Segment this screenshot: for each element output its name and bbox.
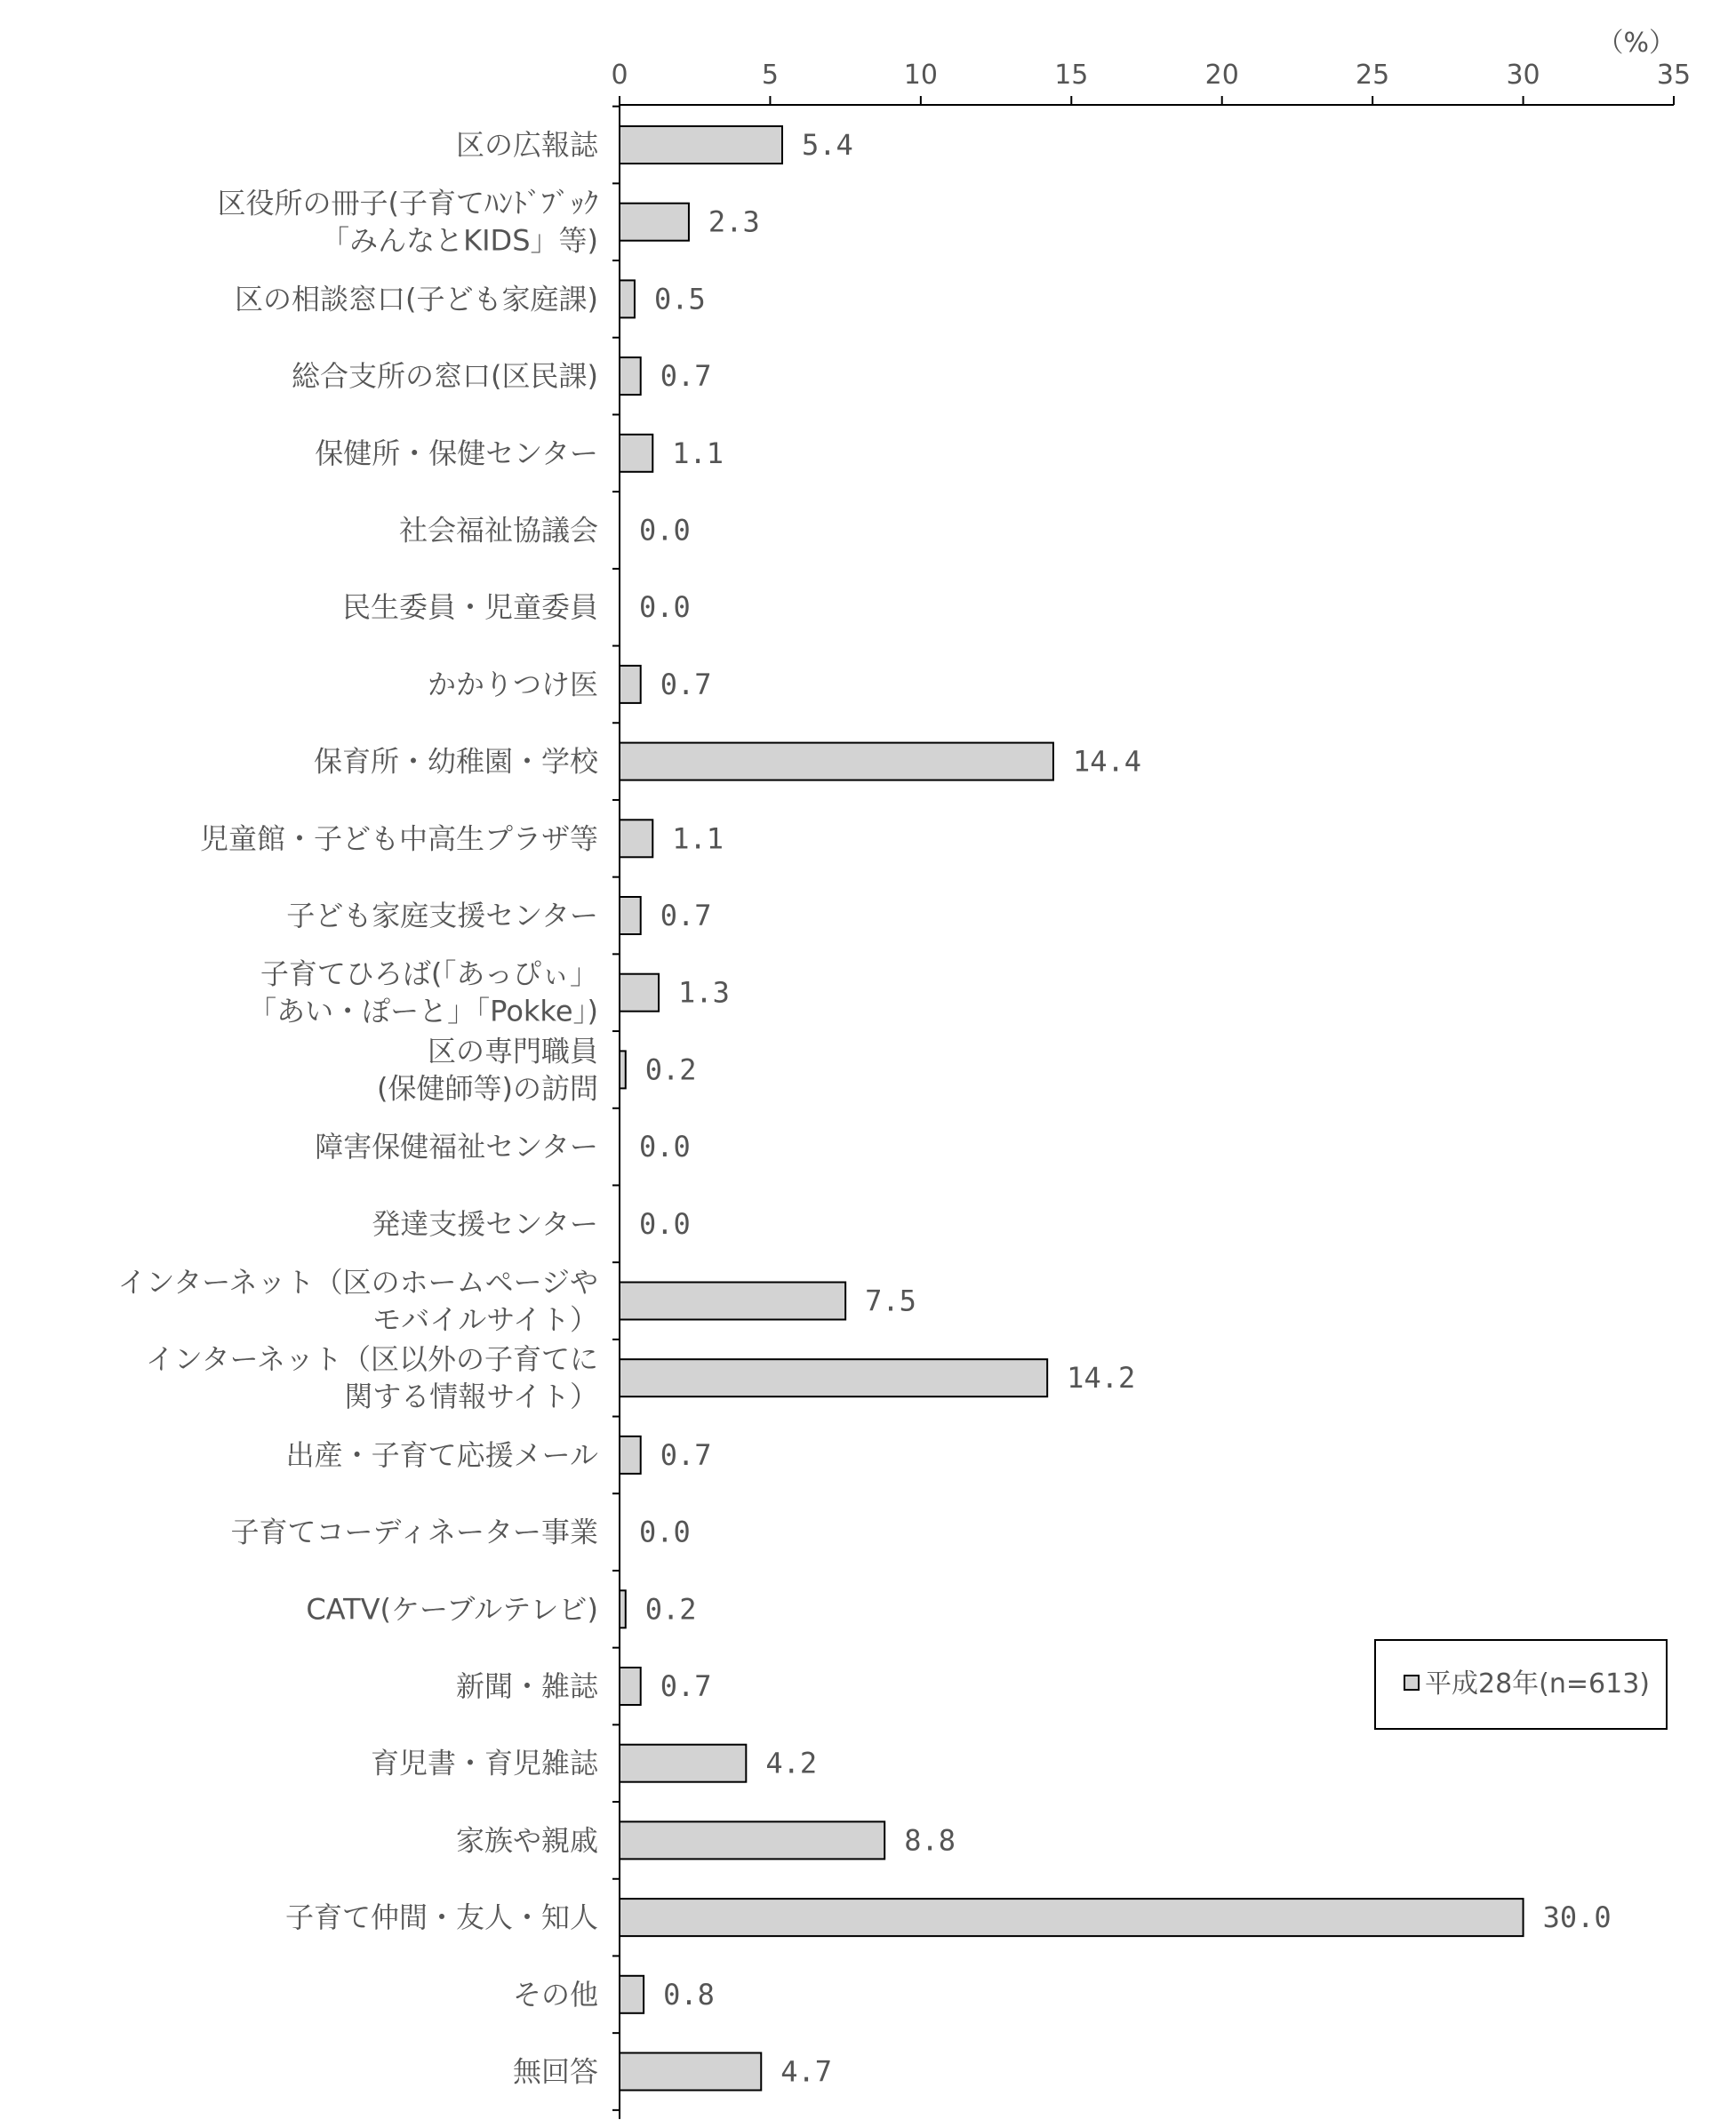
label-layer <box>118 128 1612 2089</box>
category-label: 区役所の冊子(子育てﾊﾝﾄﾞﾌﾞｯｸ <box>217 186 598 220</box>
bar <box>620 1745 746 1782</box>
data-label: 4.2 <box>765 1746 818 1780</box>
legend-label: 平成28年(n=613) <box>1425 1668 1650 1700</box>
x-tick-label: 10 <box>903 60 938 91</box>
category-label: (保健師等)の訪問 <box>377 1071 598 1106</box>
bar <box>620 666 641 703</box>
bar <box>620 1359 1047 1396</box>
data-label: 14.2 <box>1067 1361 1136 1396</box>
category-label: 子育て仲間・友人・知人 <box>284 1900 598 1935</box>
category-label: 子ども家庭支援センター <box>286 899 598 932</box>
bar <box>620 1899 1524 1936</box>
x-tick-label: 35 <box>1656 60 1692 91</box>
x-tick-label: 15 <box>1054 60 1089 91</box>
bar <box>620 820 652 857</box>
category-label: かかりつけ医 <box>427 667 598 701</box>
bar <box>620 357 641 395</box>
category-label: 区の専門職員 <box>427 1034 598 1068</box>
bar <box>620 435 652 472</box>
bar <box>620 1283 845 1320</box>
data-label: 1.1 <box>672 436 724 470</box>
category-label: 社会福祉協議会 <box>398 513 598 548</box>
data-label: 30.0 <box>1542 1900 1612 1935</box>
data-label: 0.7 <box>660 1669 712 1703</box>
legend-swatch <box>1404 1676 1419 1690</box>
data-label: 0.2 <box>644 1052 697 1087</box>
category-label: 区の広報誌 <box>455 128 598 162</box>
x-tick-label: 20 <box>1204 60 1239 91</box>
data-label: 0.0 <box>639 1206 691 1241</box>
x-tick-label: 5 <box>761 60 779 91</box>
data-label: 0.5 <box>653 282 706 316</box>
data-label: 5.4 <box>801 128 853 162</box>
data-label: 0.0 <box>639 1515 691 1549</box>
legend <box>1375 1640 1667 1729</box>
bar <box>620 974 659 1012</box>
bar <box>620 1590 626 1628</box>
category-label: 新聞・雑誌 <box>455 1669 598 1703</box>
category-label: インターネット（区のホームページや <box>117 1265 598 1300</box>
data-label: 0.0 <box>639 590 691 625</box>
data-label: 0.7 <box>660 359 712 394</box>
category-label: CATV(ケーブルテレビ) <box>306 1592 598 1627</box>
category-label: 総合支所の窓口(区民課) <box>292 359 598 394</box>
data-label: 0.7 <box>660 1437 712 1472</box>
bar <box>620 204 689 241</box>
category-label: 障害保健福祉センター <box>315 1130 598 1164</box>
category-label: 「あい・ぽーと」「Pokke」) <box>248 994 598 1028</box>
x-tick-label: 0 <box>611 60 628 91</box>
data-label: 0.0 <box>639 1130 691 1164</box>
axis-layer <box>611 28 1691 2119</box>
category-label: 区の相談窓口(子ども家庭課) <box>235 282 598 316</box>
bar <box>620 1668 641 1705</box>
category-label: 民生委員・児童委員 <box>341 590 598 625</box>
data-label: 0.7 <box>660 899 712 932</box>
category-label: モバイルサイト） <box>372 1302 598 1337</box>
category-label: インターネット（区以外の子育てに <box>145 1342 598 1377</box>
bar <box>620 280 635 317</box>
data-label: 14.4 <box>1072 744 1142 779</box>
data-label: 8.8 <box>904 1823 956 1858</box>
category-label: 「みんなとKIDS」等) <box>321 223 598 258</box>
category-label: 育児書・育児雑誌 <box>370 1746 598 1780</box>
category-label: 保育所・幼稚園・学校 <box>313 744 598 779</box>
category-label: 家族や親戚 <box>455 1823 598 1858</box>
bar <box>620 743 1053 780</box>
category-label: 児童館・子ども中高生プラザ等 <box>199 821 598 856</box>
category-label: 発達支援センター <box>372 1206 598 1241</box>
data-label: 0.7 <box>660 667 712 701</box>
category-label: 子育てコーディネーター事業 <box>230 1515 598 1549</box>
bar-layer <box>620 126 1524 2091</box>
data-label: 2.3 <box>708 204 760 239</box>
data-label: 0.2 <box>644 1592 697 1627</box>
unit-label: （%） <box>1596 28 1676 59</box>
data-label: 1.3 <box>678 975 730 1010</box>
data-label: 4.7 <box>780 2054 833 2089</box>
data-label: 1.1 <box>672 821 724 856</box>
category-label: 出産・子育て応援メール <box>285 1437 598 1472</box>
bar <box>620 1051 626 1088</box>
category-label: その他 <box>512 1977 598 2012</box>
category-label: 子育てひろば(「あっぴぃ」 <box>260 956 598 991</box>
bar <box>620 897 641 934</box>
bar <box>620 1976 644 2013</box>
bar <box>620 126 782 164</box>
x-tick-label: 30 <box>1506 60 1540 91</box>
x-tick-label: 25 <box>1356 60 1390 91</box>
bar <box>620 2053 761 2091</box>
category-label: 関する情報サイト） <box>344 1380 598 1414</box>
data-label: 0.0 <box>639 513 691 548</box>
bar <box>620 1436 641 1474</box>
category-label: 無回答 <box>512 2054 598 2089</box>
category-label: 保健所・保健センター <box>315 436 598 470</box>
bar <box>620 1821 884 1859</box>
data-label: 0.8 <box>663 1977 715 2012</box>
data-label: 7.5 <box>865 1284 916 1318</box>
